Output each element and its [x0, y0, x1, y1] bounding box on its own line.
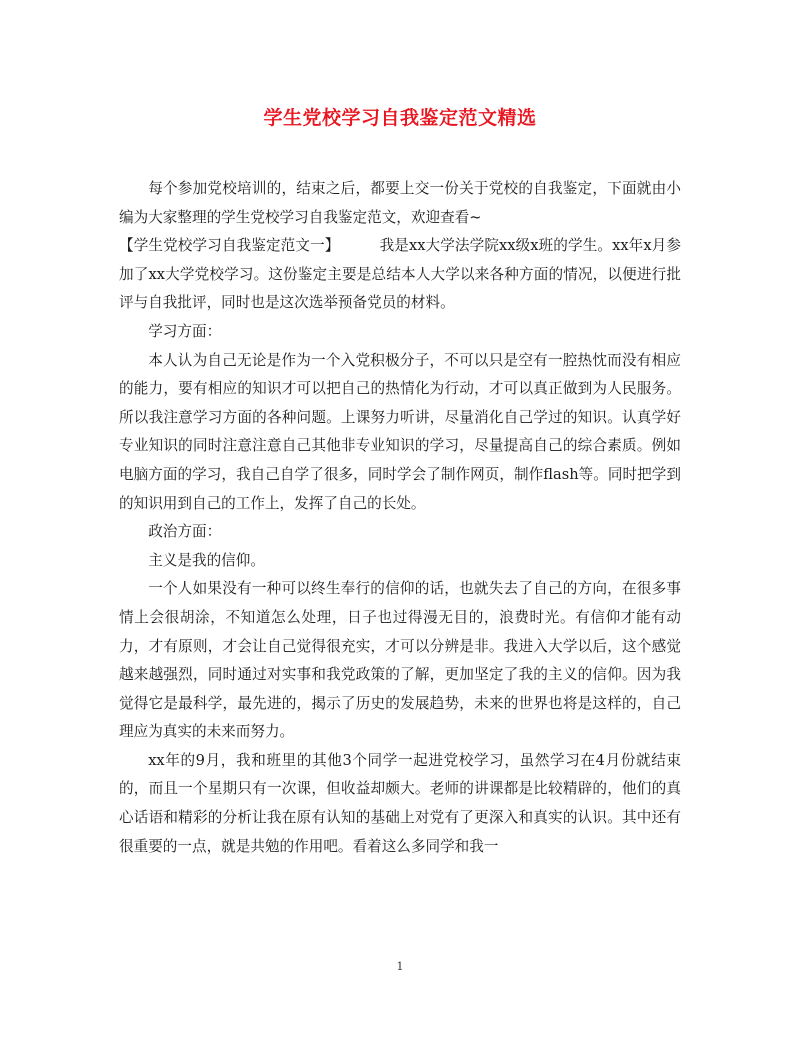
page-number: 1 — [396, 960, 404, 973]
intro-paragraph: 每个参加党校培训的，结束之后，都要上交一份关于党校的自我鉴定，下面就由小编为大家整理的学生党校学习自我鉴定范文，欢迎查看~ — [119, 180, 681, 226]
document-title: 学生党校学习自我鉴定范文精选 — [263, 107, 537, 129]
belief-paragraph: 一个人如果没有一种可以终生奉行的信仰的话，也就失去了自己的方向，在很多事情上会很胡涂，不知道怎么处理，日子也过得漫无目的，浪费时光。有信仰才能有动力，才有原则，才会让自己觉得很充实，才可以分辨是非。我进入大学以后，这个感觉越来越强烈，同时通过对实事和我党政策的了解，更加坚定了我的主义的信仰。因为我觉得它是最科学，最先进的，揭示了历史的发展趋势，未来的世界也将是这样的，自己理应为真实的未来而努力。 — [119, 580, 681, 741]
section-heading: 【学生党校学习自我鉴定范文一】 — [119, 237, 340, 255]
party-school-paragraph: xx年的9月，我和班里的其他3个同学一起进党校学习，虽然学习在4月份就结束的，而且一个星期只有一次课，但收益却颇大。老师的讲课都是比较精辟的，他们的真心话语和精彩的分析让我在原有认知的基础上对党有了更深入和真实的认识。其中还有很重要的一点，就是共勉的作用吧。看着这么多同学和我一 — [119, 751, 681, 855]
politics-heading: 政治方面： — [148, 523, 222, 541]
belief-line: 主义是我的信仰。 — [148, 551, 265, 569]
document-body — [119, 175, 681, 861]
section-one-paragraph — [119, 232, 681, 318]
study-paragraph: 本人认为自己无论是作为一个入党积极分子，不可以只是空有一腔热忱而没有相应的能力，要有相应的知识才可以把自己的热情化为行动，才可以真正做到为人民服务。所以我注意学习方面的各种问题。上课努力听讲，尽量消化自己学过的知识。认真学好专业知识的同时注意注意自己其他非专业知识的学习，尽量提高自己的综合素质。例如电脑方面的学习，我自己自学了很多，同时学会了制作网页，制作flash等。同时把学到的知识用到自己的工作上，发挥了自己的长处。 — [119, 351, 681, 512]
study-heading: 学习方面： — [148, 322, 222, 340]
section-first-text: 我是xx大学法学院xx级x班的学生。xx年x月参加了xx大学党校学习。这份鉴定主要是总结本人大学以来各种方面的情况，以便进行批评与自我批评，同时也是这次选举预备党员的材料。 — [119, 237, 681, 312]
